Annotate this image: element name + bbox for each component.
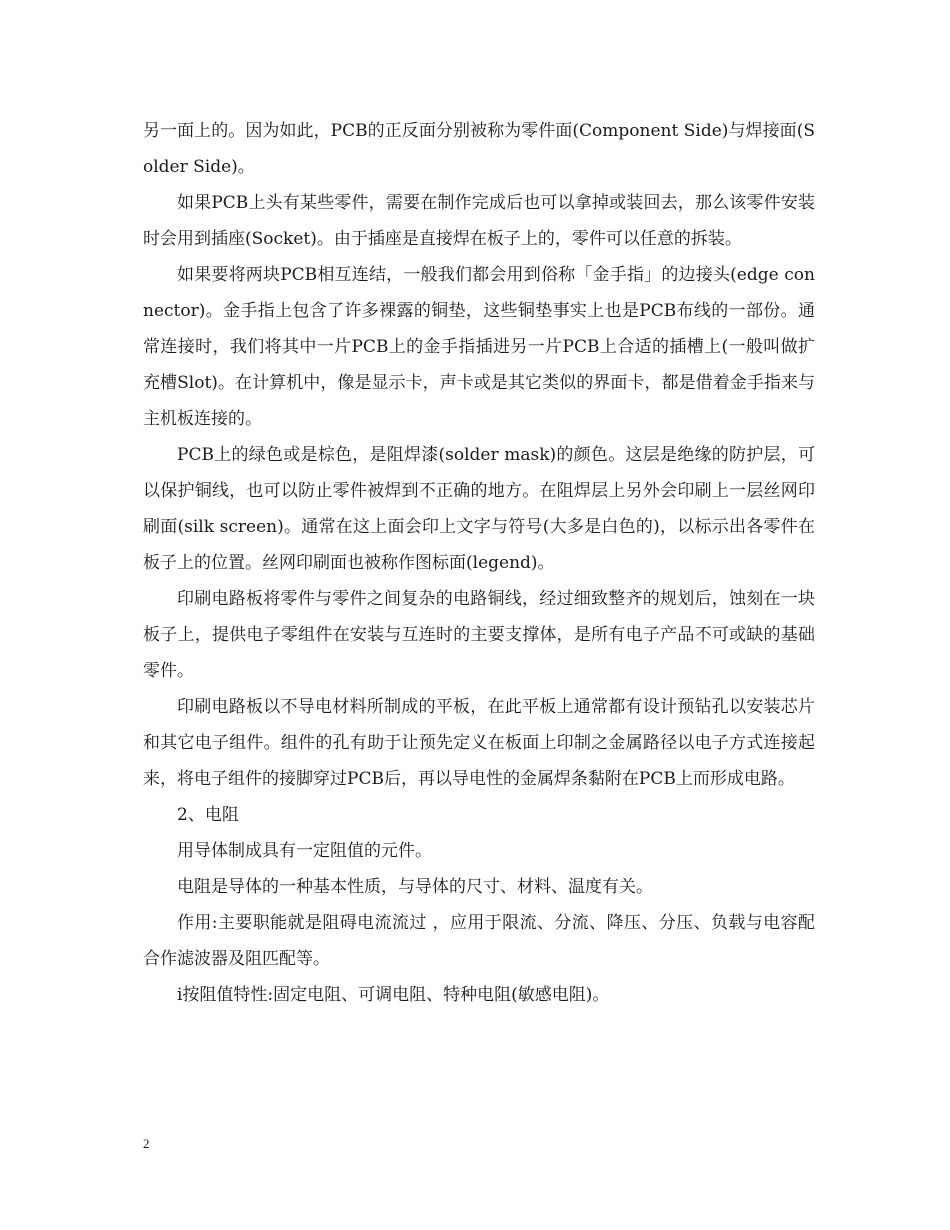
paragraph-pcb-material: 印刷电路板以不导电材料所制成的平板，在此平板上通常都有设计预钻孔以安装芯片和其它电子组件。组件的孔有助于让预先定义在板面上印制之金属路径以电子方式连接起来，将电子组件的接脚穿过PCB后，再以导电性的金属焊条黏附在PCB上而形成电路。 bbox=[143, 697, 815, 789]
paragraph-pcb-sides: 另一面上的。因为如此，PCB的正反面分别被称为零件面(Component Side)与焊接面(Solder Side)。 bbox=[143, 121, 815, 177]
section-heading-resistor: 2、电阻 bbox=[177, 805, 239, 825]
paragraph-solder-mask: PCB上的绿色或是棕色，是阻焊漆(solder mask)的颜色。这层是绝缘的防护层，可以保护铜线，也可以防止零件被焊到不正确的地方。在阻焊层上另外会印刷上一层丝网印刷面(silk screen)。通常在这上面会印上文字与符号(大多是白色的)，以标示出各零件在板子上的位置。丝网印刷面也被称作图标面(legend)。 bbox=[143, 445, 815, 573]
paragraph-resistor-types: i按阻值特性:固定电阻、可调电阻、特种电阻(敏感电阻)。 bbox=[177, 985, 610, 1005]
paragraph-edge-connector: 如果要将两块PCB相互连结，一般我们都会用到俗称「金手指」的边接头(edge connector)。金手指上包含了许多裸露的铜垫，这些铜垫事实上也是PCB布线的一部份。通常连接时，我们将其中一片PCB上的金手指插进另一片PCB上合适的插槽上(一般叫做扩充槽Slot)。在计算机中，像是显示卡，声卡或是其它类似的界面卡，都是借着金手指来与主机板连接的。 bbox=[143, 265, 815, 429]
paragraph-resistor-definition: 用导体制成具有一定阻值的元件。 bbox=[177, 841, 432, 861]
paragraph-resistor-property: 电阻是导体的一种基本性质，与导体的尺寸、材料、温度有关。 bbox=[177, 877, 653, 897]
paragraph-socket: 如果PCB上头有某些零件，需要在制作完成后也可以拿掉或装回去，那么该零件安装时会用到插座(Socket)。由于插座是直接焊在板子上的，零件可以任意的拆装。 bbox=[143, 193, 815, 249]
paragraph-pcb-definition: 印刷电路板将零件与零件之间复杂的电路铜线，经过细致整齐的规划后，蚀刻在一块板子上，提供电子零组件在安装与互连时的主要支撑体，是所有电子产品不可或缺的基础零件。 bbox=[143, 589, 815, 681]
page-body bbox=[143, 113, 815, 1013]
page-number: 2 bbox=[143, 1136, 150, 1151]
paragraph-resistor-function: 作用:主要职能就是阻碍电流流过 ，应用于限流、分流、降压、分压、负载与电容配合作滤波器及阻匹配等。 bbox=[143, 913, 815, 969]
